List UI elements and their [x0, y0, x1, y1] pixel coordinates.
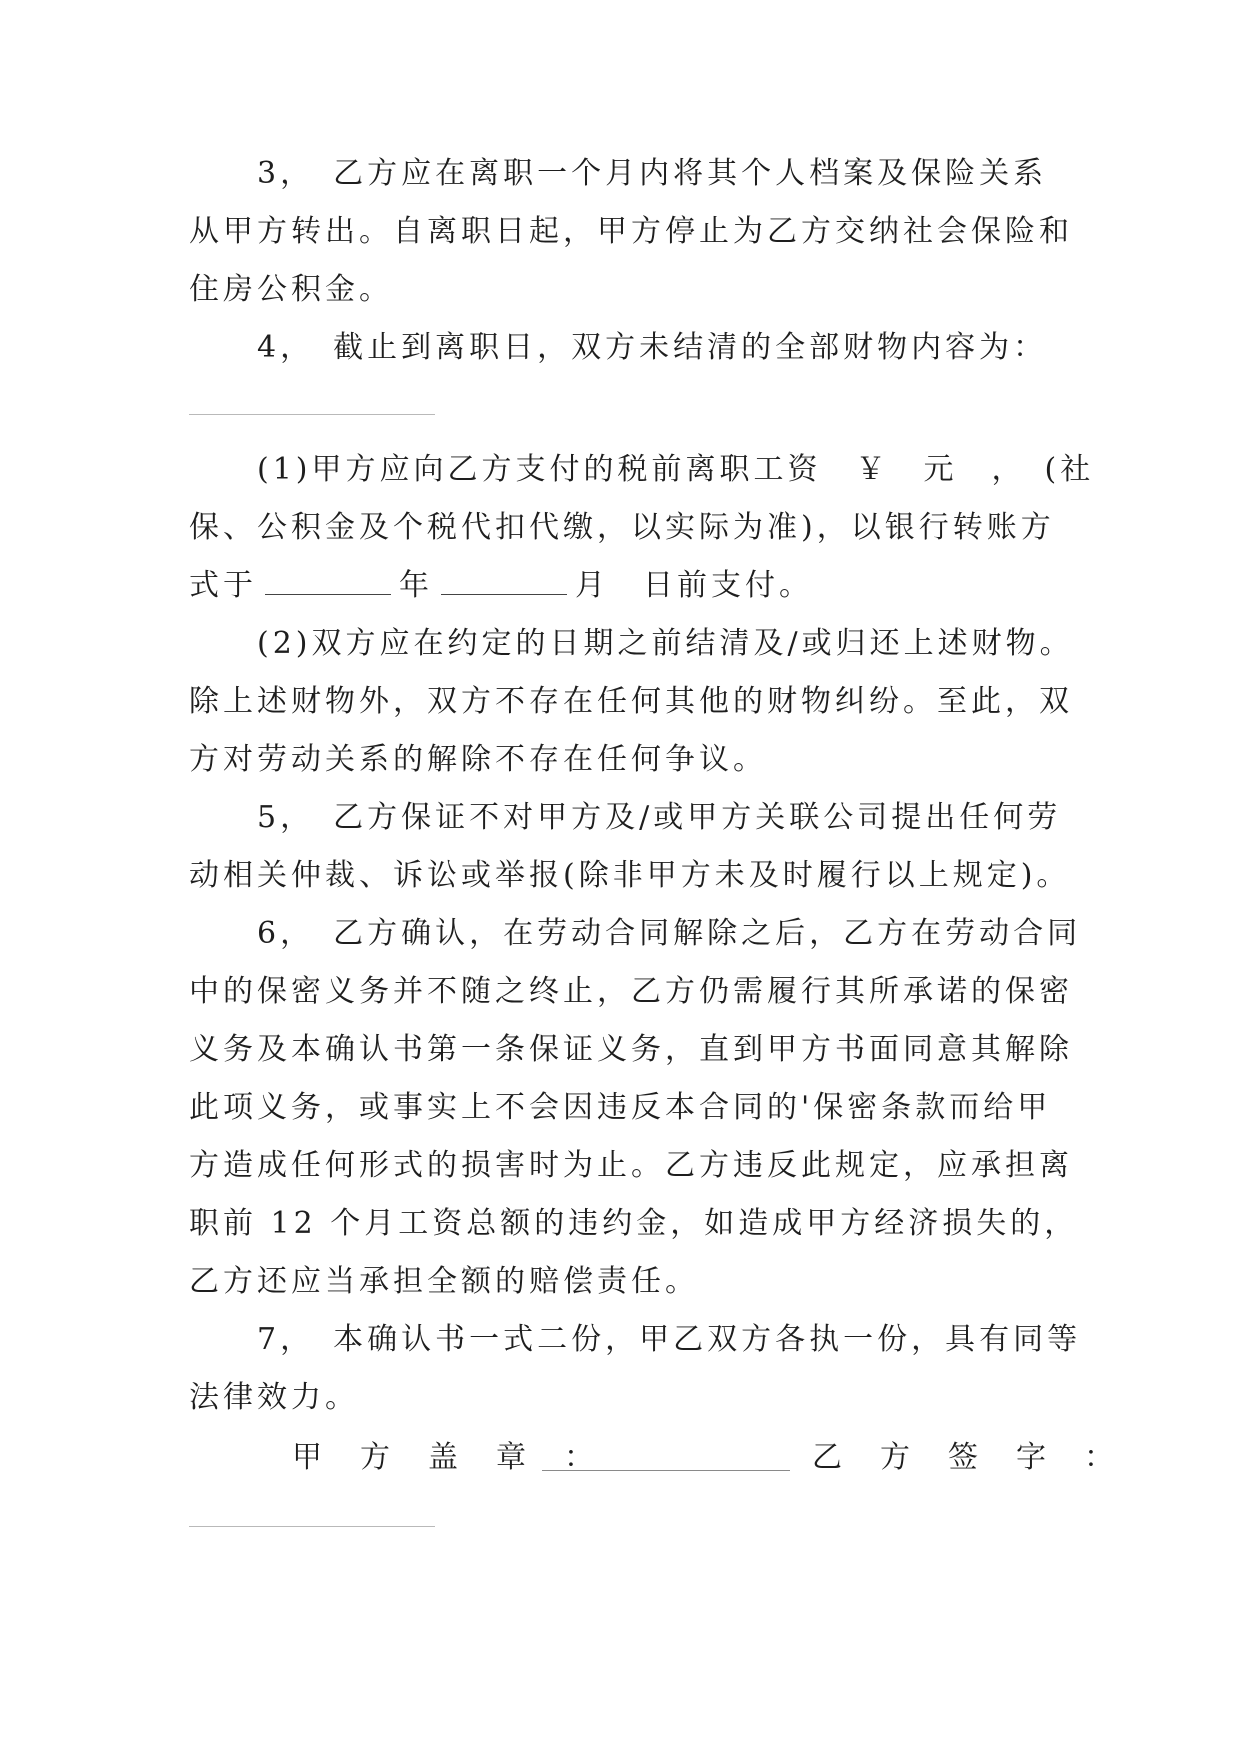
- item-1-line-2: 保、公积金及个税代扣代缴，以实际为准)，以银行转账方: [189, 510, 1055, 545]
- party-b-sign-blank: [189, 1526, 435, 1527]
- paragraph-6-line-6: 职前 12 个月工资总额的违约金，如造成甲方经济损失的，: [189, 1206, 1079, 1241]
- item-2-line-2: 除上述财物外，双方不存在任何其他的财物纠纷。至此，双: [189, 684, 1073, 719]
- paragraph-6-line-7: 乙方还应当承担全额的赔偿责任。: [189, 1264, 699, 1299]
- paragraph-3-line-1: 3， 乙方应在离职一个月内将其个人档案及保险关系: [189, 156, 1048, 191]
- paragraph-6-line-4: 此项义务，或事实上不会因违反本合同的'保密条款而给甲: [189, 1090, 1052, 1125]
- item-2-line-3: 方对劳动关系的解除不存在任何争议。: [189, 742, 767, 777]
- blank-underline-1: [189, 414, 435, 415]
- paragraph-7-line-2: 法律效力。: [189, 1380, 359, 1415]
- year-label: 年: [399, 568, 433, 603]
- item-2-line-1: (2)双方应在约定的日期之前结清及/或归还上述财物。: [189, 626, 1074, 661]
- paragraph-7-line-1: 7， 本确认书一式二份，甲乙双方各执一份，具有同等: [189, 1322, 1082, 1357]
- paragraph-5-line-2: 动相关仲裁、诉讼或举报(除非甲方未及时履行以上规定)。: [189, 858, 1071, 893]
- paragraph-6-line-5: 方造成任何形式的损害时为止。乙方违反此规定，应承担离: [189, 1148, 1073, 1183]
- item-1-line-3: [189, 568, 1059, 604]
- year-blank: [265, 568, 391, 595]
- paragraph-6-line-3: 义务及本确认书第一条保证义务，直到甲方书面同意其解除: [189, 1032, 1073, 1067]
- paragraph-3-line-2: 从甲方转出。自离职日起，甲方停止为乙方交纳社会保险和: [189, 214, 1073, 249]
- paragraph-6-line-1: 6， 乙方确认，在劳动合同解除之后，乙方在劳动合同: [189, 916, 1082, 951]
- paragraph-4-line-1: 4， 截止到离职日，双方未结清的全部财物内容为：: [189, 330, 1048, 365]
- month-blank: [441, 568, 567, 595]
- party-a-seal-blank: [542, 1470, 790, 1471]
- paragraph-3-line-3: 住房公积金。: [189, 272, 393, 307]
- date-prefix: 式于: [189, 568, 257, 603]
- party-b-sign-label: 乙 方 签 字 ：: [812, 1440, 1118, 1475]
- date-suffix: 月 日前支付。: [575, 568, 813, 603]
- paragraph-6-line-2: 中的保密义务并不随之终止，乙方仍需履行其所承诺的保密: [189, 974, 1073, 1009]
- item-1-line-1: (1)甲方应向乙方支付的税前离职工资 ￥ 元 ， (社: [189, 452, 1095, 487]
- party-a-seal-label: 甲 方 盖 章 ：: [292, 1440, 598, 1475]
- paragraph-5-line-1: 5， 乙方保证不对甲方及/或甲方关联公司提出任何劳: [189, 800, 1062, 835]
